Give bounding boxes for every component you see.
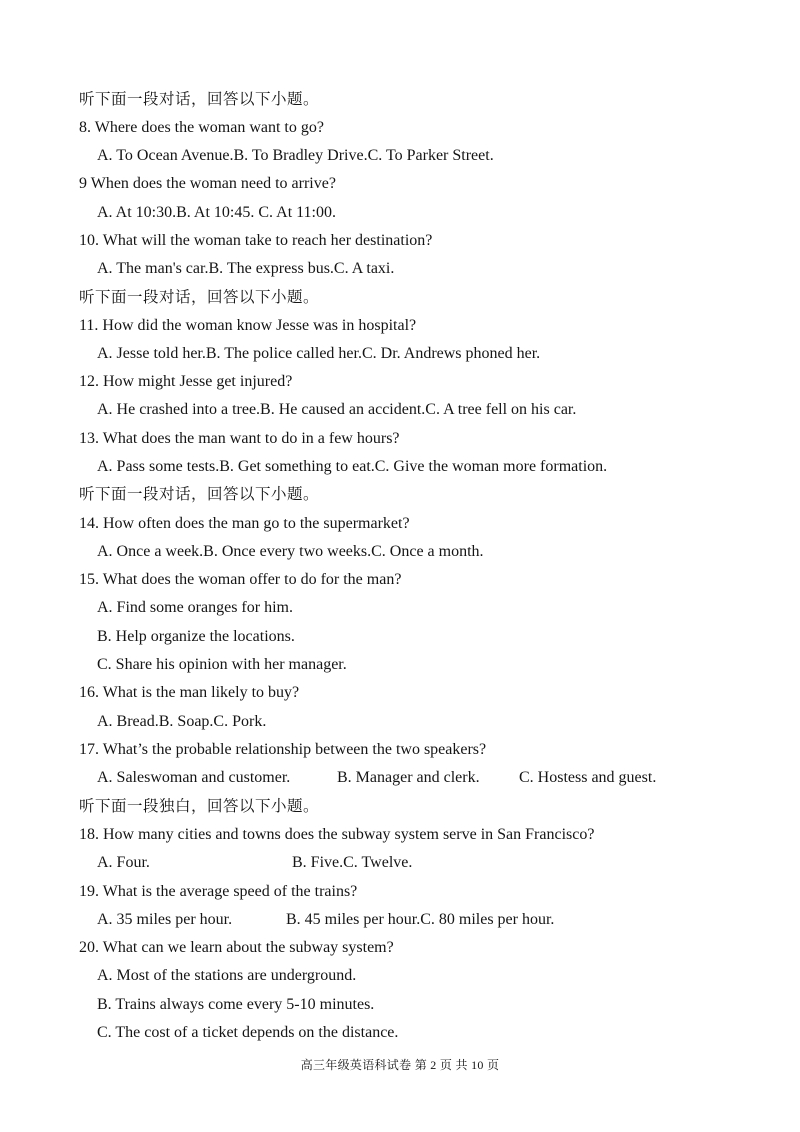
question-8-options: A. To Ocean Avenue.B. To Bradley Drive.C. To Parker Street.	[97, 147, 494, 164]
question-16-stem: 16. What is the man likely to buy?	[79, 684, 300, 701]
question-9-options: A. At 10:30.B. At 10:45. C. At 11:00.	[97, 204, 336, 221]
question-9-stem: 9 When does the woman need to arrive?	[79, 175, 336, 192]
question-11-options: A. Jesse told her.B. The police called her.C. Dr. Andrews phoned her.	[97, 345, 541, 362]
question-10-stem: 10. What will the woman take to reach her destination?	[79, 232, 433, 249]
question-17-option-a: A. Saleswoman and customer.	[97, 769, 291, 786]
question-8-stem: 8. Where does the woman want to go?	[79, 119, 324, 136]
question-15-option-a: A. Find some oranges for him.	[97, 599, 293, 616]
question-14-stem: 14. How often does the man go to the supermarket?	[79, 515, 410, 532]
question-10-options: A. The man's car.B. The express bus.C. A taxi.	[97, 260, 395, 277]
page-footer: 高三年级英语科试卷 第 2 页 共 10 页	[300, 1058, 500, 1072]
section-instruction: 听下面一段对话，回答以下小题。	[79, 289, 320, 306]
question-15-stem: 15. What does the woman offer to do for the man?	[79, 571, 402, 588]
question-18-stem: 18. How many cities and towns does the subway system serve in San Francisco?	[79, 826, 595, 843]
question-12-options: A. He crashed into a tree.B. He caused an accident.C. A tree fell on his car.	[97, 401, 577, 418]
question-19-options	[97, 910, 554, 930]
question-16-options: A. Bread.B. Soap.C. Pork.	[97, 713, 267, 730]
section-instruction: 听下面一段对话，回答以下小题。	[79, 486, 320, 503]
question-13-options: A. Pass some tests.B. Get something to eat.C. Give the woman more formation.	[97, 458, 608, 475]
question-18-options	[97, 853, 412, 873]
question-17-stem: 17. What’s the probable relationship between the two speakers?	[79, 741, 487, 758]
question-19-option-a: A. 35 miles per hour.	[97, 911, 233, 928]
question-15-option-c: C. Share his opinion with her manager.	[97, 656, 347, 673]
question-18-option-a: A. Four.	[97, 854, 150, 871]
question-19-stem: 19. What is the average speed of the trains?	[79, 883, 358, 900]
question-20-option-b: B. Trains always come every 5-10 minutes.	[97, 996, 375, 1013]
question-18-option-bc: B. Five.C. Twelve.	[292, 854, 413, 871]
question-11-stem: 11. How did the woman know Jesse was in hospital?	[79, 317, 417, 334]
question-15-option-b: B. Help organize the locations.	[97, 628, 295, 645]
question-17-option-c: C. Hostess and guest.	[519, 769, 657, 786]
question-20-stem: 20. What can we learn about the subway system?	[79, 939, 394, 956]
question-19-option-bc: B. 45 miles per hour.C. 80 miles per hour.	[286, 911, 555, 928]
section-instruction: 听下面一段独白，回答以下小题。	[79, 798, 320, 815]
question-14-options: A. Once a week.B. Once every two weeks.C. Once a month.	[97, 543, 484, 560]
question-12-stem: 12. How might Jesse get injured?	[79, 373, 293, 390]
question-17-option-b: B. Manager and clerk.	[337, 769, 480, 786]
question-20-option-a: A. Most of the stations are underground.	[97, 967, 357, 984]
question-17-options	[97, 768, 656, 788]
section-instruction: 听下面一段对话，回答以下小题。	[79, 91, 320, 108]
question-20-option-c: C. The cost of a ticket depends on the distance.	[97, 1024, 399, 1041]
question-13-stem: 13. What does the man want to do in a few hours?	[79, 430, 400, 447]
